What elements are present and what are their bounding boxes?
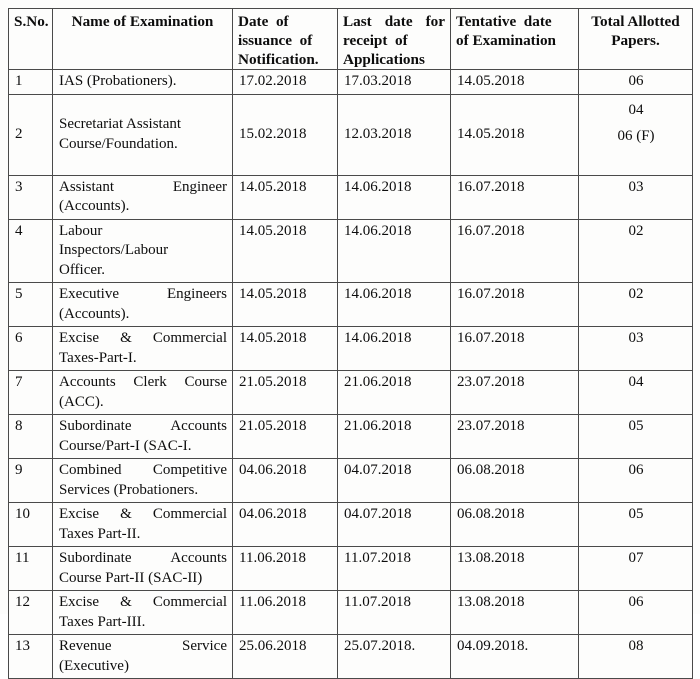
cell-name-of-examination	[53, 70, 233, 95]
name-line: Subordinate Accounts	[59, 550, 227, 566]
cell-tentative-date-value: 04.09.2018.	[457, 638, 529, 654]
sno-value: 4	[15, 222, 23, 239]
cell-tentative-date-value: 16.07.2018	[457, 286, 525, 302]
cell-name-of-examination	[53, 415, 233, 459]
name-line: Course/Part-I (SAC-I.	[59, 437, 192, 454]
name-line: Secretariat Assistant	[59, 116, 182, 132]
cell-date-of-issuance-value: 14.05.2018	[239, 286, 307, 302]
cell-last-date-for-receipt	[338, 219, 451, 283]
sno-value: 11	[15, 550, 30, 566]
name-line: (ACC).	[59, 393, 104, 410]
table-row	[9, 547, 693, 591]
cell-last-date-for-receipt	[338, 175, 451, 219]
name-line: Executive Engineers	[59, 286, 227, 302]
name-line: Taxes Part-II.	[59, 525, 141, 542]
total-papers-line: 06 (F)	[617, 128, 655, 144]
cell-last-date-for-receipt-value: 04.07.2018	[344, 462, 412, 478]
table-row	[9, 503, 693, 547]
cell-last-date-for-receipt	[338, 591, 451, 635]
cell-tentative-date-value: 14.05.2018	[457, 125, 525, 142]
cell-last-date-for-receipt	[338, 94, 451, 175]
name-line: Excise & Commercial	[59, 330, 227, 346]
cell-date-of-issuance	[233, 219, 338, 283]
cell-date-of-issuance-value: 11.06.2018	[239, 550, 306, 566]
cell-name-of-examination	[53, 635, 233, 679]
header-line: Papers.	[611, 32, 660, 49]
name-value	[53, 503, 232, 546]
name-line: Taxes Part-III.	[59, 613, 146, 630]
table-row	[9, 591, 693, 635]
cell-last-date-for-receipt	[338, 70, 451, 95]
cell-name-of-examination	[53, 547, 233, 591]
name-line: Inspectors/Labour	[59, 242, 169, 258]
cell-last-date-for-receipt-value: 21.06.2018	[344, 418, 412, 434]
cell-total-allotted-papers	[579, 219, 693, 283]
total-papers-line: 03	[628, 330, 644, 346]
name-line: Labour	[59, 222, 103, 239]
sno-value: 2	[15, 125, 23, 142]
cell-last-date-for-receipt	[338, 371, 451, 415]
total-papers-line: 06	[628, 73, 644, 89]
cell-tentative-date	[451, 371, 579, 415]
cell-sno	[9, 219, 53, 283]
cell-total-allotted-papers	[579, 547, 693, 591]
name-line: Officer.	[59, 261, 105, 278]
name-line: (Accounts).	[59, 198, 130, 214]
cell-tentative-date	[451, 459, 579, 503]
cell-last-date-for-receipt	[338, 283, 451, 327]
cell-sno	[9, 327, 53, 371]
cell-date-of-issuance	[233, 459, 338, 503]
table-row	[9, 283, 693, 327]
total-papers-line: 05	[628, 506, 644, 522]
cell-date-of-issuance-value: 17.02.2018	[239, 73, 307, 89]
cell-last-date-for-receipt-value: 04.07.2018	[344, 506, 412, 522]
cell-tentative-date	[451, 94, 579, 175]
cell-tentative-date-value: 23.07.2018	[457, 418, 525, 434]
name-value	[53, 176, 232, 219]
cell-date-of-issuance	[233, 503, 338, 547]
cell-total-allotted-papers	[579, 94, 693, 175]
cell-last-date-for-receipt-value: 17.03.2018	[344, 73, 412, 89]
table-row	[9, 459, 693, 503]
cell-tentative-date	[451, 415, 579, 459]
sno-value: 6	[15, 330, 23, 346]
cell-sno	[9, 415, 53, 459]
cell-sno	[9, 591, 53, 635]
cell-last-date-for-receipt-value: 21.06.2018	[344, 374, 412, 390]
column-header-name-of-examination	[53, 9, 233, 70]
total-papers-value	[579, 547, 692, 571]
cell-total-allotted-papers	[579, 175, 693, 219]
cell-name-of-examination	[53, 503, 233, 547]
cell-last-date-for-receipt-value: 25.07.2018.	[344, 638, 416, 654]
cell-last-date-for-receipt-value: 14.06.2018	[344, 222, 412, 239]
name-value	[53, 591, 232, 634]
name-line: Taxes-Part-I.	[59, 349, 137, 366]
cell-tentative-date	[451, 635, 579, 679]
sno-value: 5	[15, 286, 23, 302]
header-line: Date of	[238, 13, 289, 30]
total-papers-value	[579, 503, 692, 527]
cell-sno	[9, 94, 53, 175]
table-body	[9, 70, 693, 679]
cell-total-allotted-papers	[579, 371, 693, 415]
table-row	[9, 219, 693, 283]
cell-total-allotted-papers	[579, 327, 693, 371]
name-line: Course/Foundation.	[59, 135, 178, 152]
cell-total-allotted-papers	[579, 503, 693, 547]
cell-sno	[9, 459, 53, 503]
cell-total-allotted-papers	[579, 283, 693, 327]
cell-name-of-examination	[53, 283, 233, 327]
cell-date-of-issuance-value: 04.06.2018	[239, 462, 307, 478]
total-papers-value	[579, 591, 692, 615]
table-header	[9, 9, 693, 70]
cell-date-of-issuance-value: 15.02.2018	[239, 125, 307, 142]
cell-name-of-examination	[53, 371, 233, 415]
cell-total-allotted-papers	[579, 591, 693, 635]
name-value	[53, 371, 232, 414]
column-header-total-allotted-papers	[579, 9, 693, 70]
name-line: (Accounts).	[59, 305, 130, 322]
total-papers-value	[579, 95, 692, 156]
sno-value: 3	[15, 178, 23, 195]
cell-total-allotted-papers	[579, 70, 693, 95]
column-header-date-of-issuance	[233, 9, 338, 70]
total-papers-line: 06	[628, 462, 644, 478]
cell-last-date-for-receipt-value: 11.07.2018	[344, 550, 411, 566]
cell-tentative-date-value: 16.07.2018	[457, 222, 525, 239]
cell-tentative-date	[451, 70, 579, 95]
name-line: (Executive)	[59, 657, 129, 674]
cell-date-of-issuance	[233, 591, 338, 635]
header-line: Last date for	[343, 13, 445, 30]
examination-schedule-table	[8, 8, 693, 679]
total-papers-value	[579, 635, 692, 659]
total-papers-line: 06	[628, 594, 644, 610]
cell-tentative-date	[451, 503, 579, 547]
cell-sno	[9, 283, 53, 327]
cell-tentative-date-value: 14.05.2018	[457, 73, 525, 89]
total-papers-line: 05	[628, 418, 644, 434]
name-value	[53, 283, 232, 326]
cell-last-date-for-receipt	[338, 635, 451, 679]
header-line: Applications	[343, 51, 425, 68]
total-papers-line: 02	[628, 286, 644, 302]
total-papers-value	[579, 283, 692, 307]
header-line: receipt of	[343, 32, 408, 49]
total-papers-line: 07	[628, 550, 644, 566]
table-row	[9, 94, 693, 175]
cell-last-date-for-receipt	[338, 327, 451, 371]
cell-sno	[9, 503, 53, 547]
name-value	[53, 220, 232, 283]
table-row	[9, 327, 693, 371]
total-papers-value	[579, 415, 692, 439]
table-row	[9, 415, 693, 459]
name-line: Revenue Service	[59, 638, 227, 654]
total-papers-line: 04	[628, 101, 644, 118]
cell-total-allotted-papers	[579, 415, 693, 459]
header-line: S.No.	[14, 13, 49, 30]
name-line: IAS (Probationers).	[59, 73, 177, 89]
total-papers-value	[579, 459, 692, 483]
cell-sno	[9, 635, 53, 679]
cell-tentative-date-value: 13.08.2018	[457, 594, 525, 610]
cell-date-of-issuance-value: 04.06.2018	[239, 506, 307, 522]
cell-tentative-date-value: 06.08.2018	[457, 462, 525, 478]
name-line: Assistant Engineer	[59, 178, 227, 195]
cell-date-of-issuance	[233, 283, 338, 327]
cell-tentative-date	[451, 591, 579, 635]
cell-last-date-for-receipt	[338, 503, 451, 547]
cell-date-of-issuance	[233, 547, 338, 591]
cell-total-allotted-papers	[579, 635, 693, 679]
cell-date-of-issuance-value: 14.05.2018	[239, 178, 307, 195]
name-line: Excise & Commercial	[59, 506, 227, 522]
cell-date-of-issuance	[233, 175, 338, 219]
header-line: Notification.	[238, 51, 319, 68]
name-value	[53, 415, 232, 458]
name-line: Course Part-II (SAC-II)	[59, 569, 203, 586]
sno-value: 7	[15, 374, 23, 390]
total-papers-value	[579, 327, 692, 351]
header-line: Tentative date	[456, 13, 552, 30]
cell-last-date-for-receipt	[338, 415, 451, 459]
cell-date-of-issuance	[233, 371, 338, 415]
cell-date-of-issuance-value: 21.05.2018	[239, 374, 307, 390]
name-value	[53, 70, 232, 94]
name-value	[53, 459, 232, 502]
sno-value: 1	[15, 73, 23, 89]
cell-tentative-date-value: 16.07.2018	[457, 330, 525, 346]
cell-date-of-issuance-value: 11.06.2018	[239, 594, 306, 610]
cell-last-date-for-receipt	[338, 547, 451, 591]
header-line: of Examination	[456, 32, 556, 49]
cell-sno	[9, 547, 53, 591]
cell-date-of-issuance	[233, 415, 338, 459]
cell-name-of-examination	[53, 459, 233, 503]
cell-tentative-date-value: 23.07.2018	[457, 374, 525, 390]
column-header-tentative-date-of-examination	[451, 9, 579, 70]
header-line: Total Allotted	[591, 13, 680, 30]
name-line: Subordinate Accounts	[59, 418, 227, 434]
cell-date-of-issuance-value: 14.05.2018	[239, 330, 307, 346]
total-papers-line: 04	[628, 374, 644, 390]
cell-tentative-date	[451, 327, 579, 371]
cell-last-date-for-receipt-value: 14.06.2018	[344, 286, 412, 302]
cell-tentative-date	[451, 219, 579, 283]
cell-name-of-examination	[53, 591, 233, 635]
cell-tentative-date-value: 13.08.2018	[457, 550, 525, 566]
cell-date-of-issuance	[233, 70, 338, 95]
cell-date-of-issuance-value: 25.06.2018	[239, 638, 307, 654]
cell-date-of-issuance-value: 14.05.2018	[239, 222, 307, 239]
total-papers-value	[579, 70, 692, 94]
table-row	[9, 175, 693, 219]
total-papers-value	[579, 371, 692, 395]
cell-name-of-examination	[53, 175, 233, 219]
cell-sno	[9, 371, 53, 415]
sno-value: 9	[15, 462, 23, 478]
header-line: issuance of	[238, 32, 313, 49]
name-value	[53, 327, 232, 370]
header-line: Name of Examination	[71, 13, 214, 30]
cell-last-date-for-receipt-value: 12.03.2018	[344, 125, 412, 142]
name-value	[53, 113, 232, 156]
cell-tentative-date	[451, 283, 579, 327]
cell-date-of-issuance-value: 21.05.2018	[239, 418, 307, 434]
total-papers-line: 08	[628, 638, 644, 654]
cell-last-date-for-receipt-value: 14.06.2018	[344, 330, 412, 346]
sno-value: 12	[15, 594, 30, 610]
cell-name-of-examination	[53, 94, 233, 175]
cell-tentative-date	[451, 175, 579, 219]
cell-sno	[9, 175, 53, 219]
name-value	[53, 635, 232, 678]
sno-value: 8	[15, 418, 23, 434]
total-papers-value	[579, 220, 692, 244]
total-papers-line: 02	[628, 222, 644, 239]
cell-tentative-date	[451, 547, 579, 591]
name-line: Accounts Clerk Course	[59, 374, 227, 390]
cell-date-of-issuance	[233, 635, 338, 679]
name-line: Excise & Commercial	[59, 594, 227, 610]
column-header-last-date-for-receipt	[338, 9, 451, 70]
cell-date-of-issuance	[233, 327, 338, 371]
cell-tentative-date-value: 16.07.2018	[457, 178, 525, 195]
cell-date-of-issuance	[233, 94, 338, 175]
cell-last-date-for-receipt-value: 11.07.2018	[344, 594, 411, 610]
name-value	[53, 547, 232, 590]
sno-value: 10	[15, 506, 30, 522]
cell-name-of-examination	[53, 219, 233, 283]
cell-sno	[9, 70, 53, 95]
cell-name-of-examination	[53, 327, 233, 371]
total-papers-line: 03	[628, 178, 644, 195]
cell-last-date-for-receipt-value: 14.06.2018	[344, 178, 412, 195]
total-papers-value	[579, 176, 692, 200]
table-row	[9, 635, 693, 679]
cell-total-allotted-papers	[579, 459, 693, 503]
cell-last-date-for-receipt	[338, 459, 451, 503]
sno-value: 13	[15, 638, 30, 654]
cell-tentative-date-value: 06.08.2018	[457, 506, 525, 522]
table-row	[9, 70, 693, 95]
table-row	[9, 371, 693, 415]
name-line: Services (Probationers.	[59, 481, 199, 498]
column-header-sno	[9, 9, 53, 70]
name-line: Combined Competitive	[59, 462, 227, 478]
header-row	[9, 9, 693, 70]
